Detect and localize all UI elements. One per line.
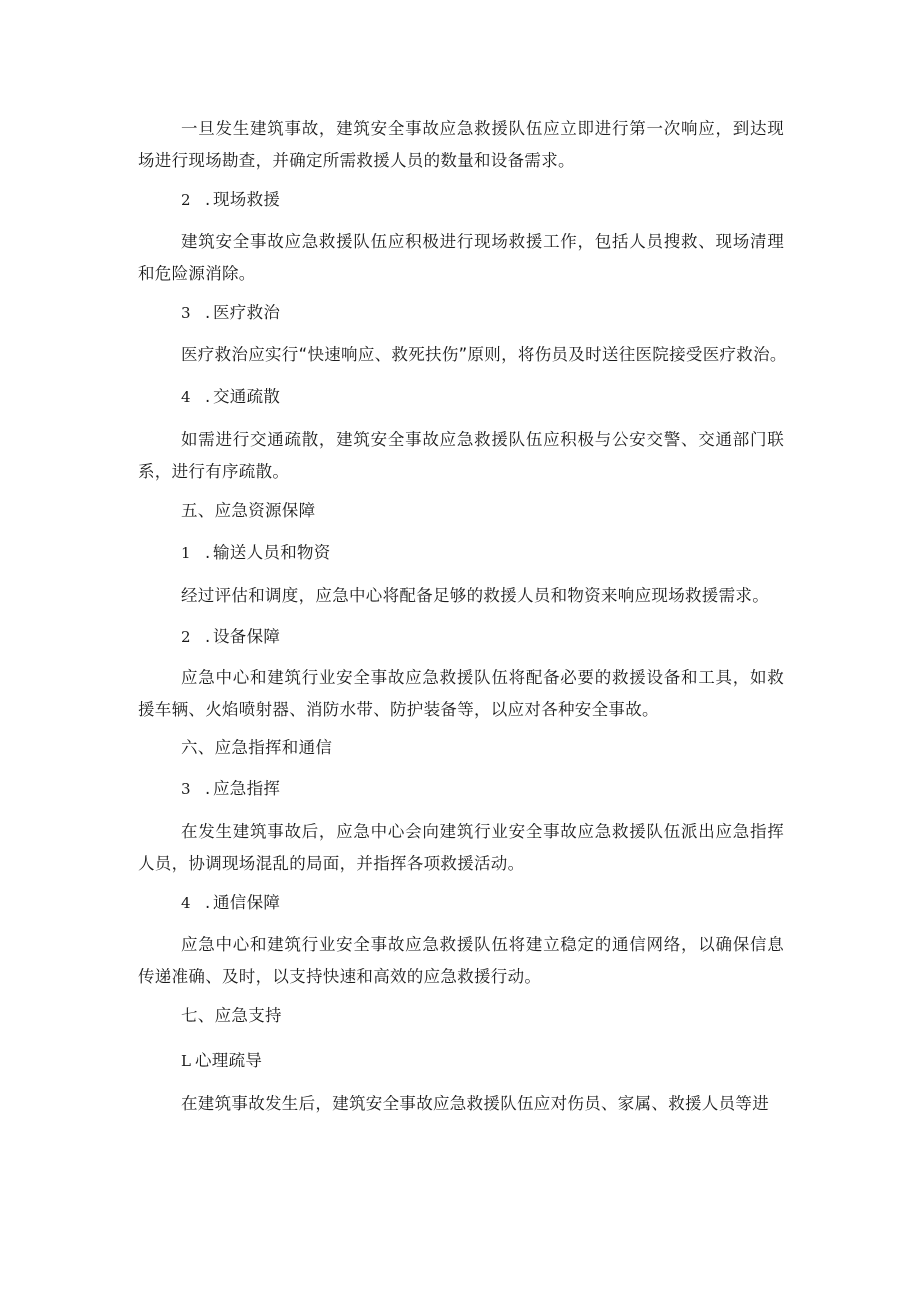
heading-number: 2 xyxy=(181,191,191,209)
heading-label: 设备保障 xyxy=(213,627,281,646)
heading-personnel-supplies: 1 . 输送人员和物资 xyxy=(181,537,331,569)
heading-label: 现场救援 xyxy=(213,190,281,209)
heading-communications: 4 . 通信保障 xyxy=(181,887,280,919)
heading-number: 3 xyxy=(181,304,191,322)
heading-emergency-command: 3 . 应急指挥 xyxy=(181,773,280,805)
heading-label: 应急指挥 xyxy=(213,779,281,798)
heading-label: 通信保障 xyxy=(213,893,281,912)
heading-number: 2 xyxy=(181,628,191,646)
paragraph-personnel-supplies: 经过评估和调度，应急中心将配备足够的救援人员和物资来响应现场救援需求。 xyxy=(181,586,769,605)
heading-number: L xyxy=(181,1052,192,1070)
heading-label: 医疗救治 xyxy=(213,303,281,322)
heading-label: 交通疏散 xyxy=(213,387,281,406)
heading-number: 3 xyxy=(181,780,191,798)
heading-number: 1 xyxy=(181,544,191,562)
paragraph-medical-treatment: 医疗救治应实行“快速响应、救死扶伤”原则，将伤员及时送往医院接受医疗救治。 xyxy=(181,345,787,364)
paragraph-first-response: 一旦发生建筑事故，建筑安全事故应急救援队伍应立即进行第一次响应，到达现场进行现场勘查，并确定所需救援人员的数量和设备需求。 xyxy=(138,119,784,170)
paragraph-communications: 应急中心和建筑行业安全事故应急救援队伍将建立稳定的通信网络，以确保信息传递准确、及时，以支持快速和高效的应急救援行动。 xyxy=(138,935,784,986)
section-title-command: 六、应急指挥和通信 xyxy=(181,738,333,757)
heading-traffic-evacuation: 4 . 交通疏散 xyxy=(181,381,280,413)
heading-medical-treatment: 3 . 医疗救治 xyxy=(181,297,280,329)
heading-number: 4 xyxy=(181,388,191,406)
heading-equipment: 2 . 设备保障 xyxy=(181,621,280,653)
paragraph-psychological-counseling: 在建筑事故发生后，建筑安全事故应急救援队伍应对伤员、家属、救援人员等进 xyxy=(181,1094,769,1113)
heading-number: 4 xyxy=(181,894,191,912)
heading-label: 输送人员和物资 xyxy=(213,543,331,562)
paragraph-traffic-evacuation: 如需进行交通疏散，建筑安全事故应急救援队伍应积极与公安交警、交通部门联系，进行有序疏散。 xyxy=(138,430,784,481)
paragraph-onsite-rescue: 建筑安全事故应急救援队伍应积极进行现场救援工作，包括人员搜救、现场清理和危险源消除。 xyxy=(138,232,784,283)
section-title-resources: 五、应急资源保障 xyxy=(181,501,316,520)
paragraph-emergency-command: 在发生建筑事故后，应急中心会向建筑行业安全事故应急救援队伍派出应急指挥人员，协调现场混乱的局面，并指挥各项救援活动。 xyxy=(138,822,784,873)
paragraph-equipment: 应急中心和建筑行业安全事故应急救援队伍将配备必要的救援设备和工具，如救援车辆、火焰喷射器、消防水带、防护装备等，以应对各种安全事故。 xyxy=(138,668,784,719)
heading-label: 心理疏导 xyxy=(195,1051,263,1070)
section-title-support: 七、应急支持 xyxy=(181,1006,282,1025)
heading-onsite-rescue: 2 . 现场救援 xyxy=(181,184,280,216)
heading-psychological-counseling xyxy=(181,1045,262,1077)
